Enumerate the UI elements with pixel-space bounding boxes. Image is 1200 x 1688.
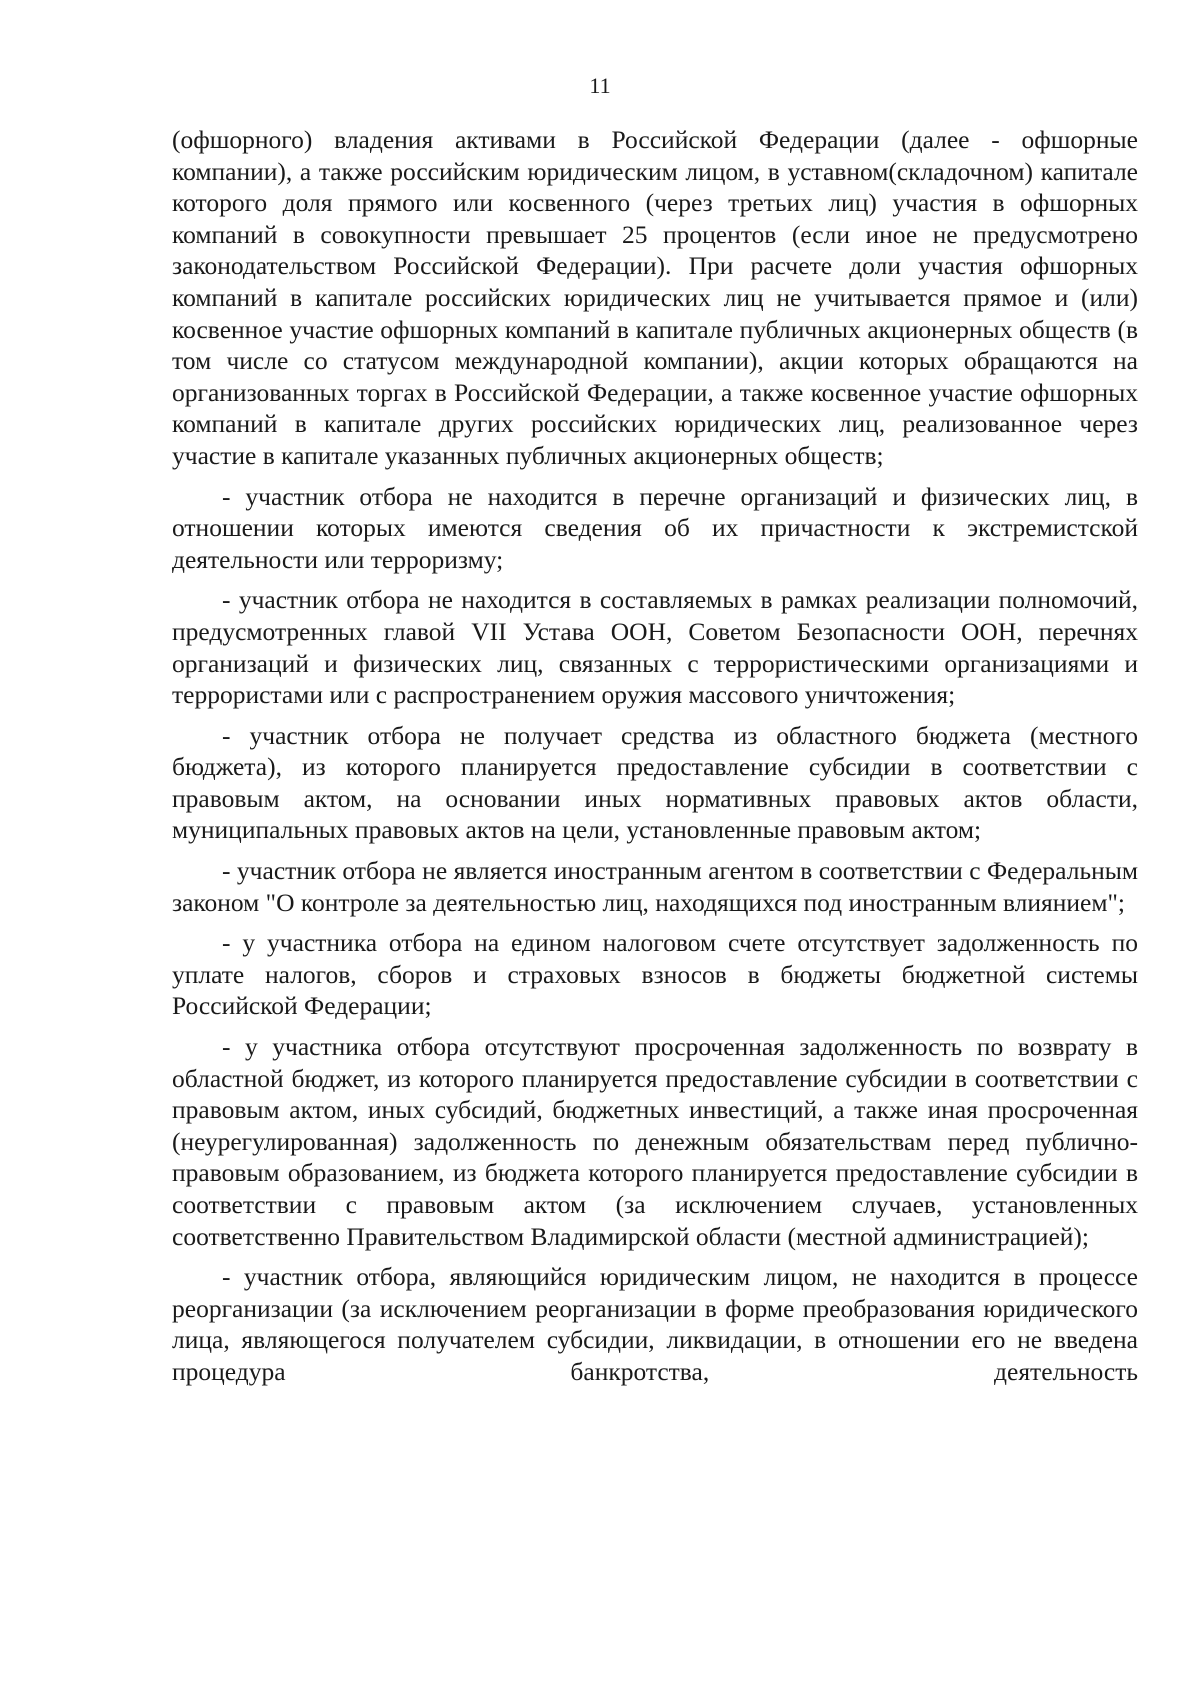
paragraph-budget-funds: - участник отбора не получает средства из областного бюджета (местного бюджета), из которого планируется предоставление субсидии в соответствии с правовым актом, на основании иных нормативных правовых актов области, муниципальных правовых актов на цели, установленные правовым актом;: [172, 720, 1138, 845]
page-number: 11: [589, 73, 611, 98]
paragraph-tax-debt: - у участника отбора на едином налоговом счете отсутствует задолженность по уплате налогов, сборов и страховых взносов в бюджеты бюджетной системы Российской Федерации;: [172, 928, 1138, 1021]
paragraph-foreign-agent: - участник отбора не является иностранным агентом в соответствии с Федеральным законом "О контроле за деятельностью лиц, находящихся под иностранным влиянием";: [172, 856, 1138, 917]
paragraph-un-terrorism-list: - участник отбора не находится в составляемых в рамках реализации полномочий, предусмотренных главой VII Устава ООН, Советом Безопасности ООН, перечнях организаций и физических лиц, связанных с террористическими организациями и террористами или с распространением оружия массового уничтожения;: [172, 585, 1138, 710]
paragraph-offshore-participation: (офшорного) владения активами в Российской Федерации (далее - офшорные компании), а также российским юридическим лицом, в уставном(складочном) капитале которого доля прямого или косвенного (через третьих лиц) участия в офшорных компаний в совокупности превышает 25 процентов (если иное не предусмотрено законодательством Российской Федерации). При расчете доли участия офшорных компаний в капитале российских юридических лиц не учитывается прямое и (или) косвенное участие офшорных компаний в капитале публичных акционерных обществ (в том числе со статусом международной компании), акции которых обращаются на организованных торгах в Российской Федерации, а также косвенное участие офшорных компаний в капитале других российских юридических лиц, реализованное через участие в капитале указанных публичных акционерных обществ;: [172, 125, 1138, 470]
paragraph-overdue-debt: - у участника отбора отсутствуют просроченная задолженность по возврату в областной бюджет, из которого планируется предоставление субсидии в соответствии с правовым актом, иных субсидий, бюджетных инвестиций, а также иная просроченная (неурегулированная) задолженность по денежным обязательствам перед публично-правовым образованием, из бюджета которого планируется предоставление субсидии в соответствии с правовым актом (за исключением случаев, установленных соответственно Правительством Владимирской области (местной администрацией);: [172, 1032, 1138, 1251]
document-body: [172, 124, 1138, 1397]
paragraph-extremism-list: - участник отбора не находится в перечне организаций и физических лиц, в отношении которых имеются сведения об их причастности к экстремистской деятельности или терроризму;: [172, 481, 1138, 574]
paragraph-reorganization: - участник отбора, являющийся юридическим лицом, не находится в процессе реорганизации (за исключением реорганизации в форме преобразования юридического лица, являющегося получателем субсидии, ликвидации, в отношении его не введена процедура банкротства, деятельность: [172, 1262, 1138, 1386]
